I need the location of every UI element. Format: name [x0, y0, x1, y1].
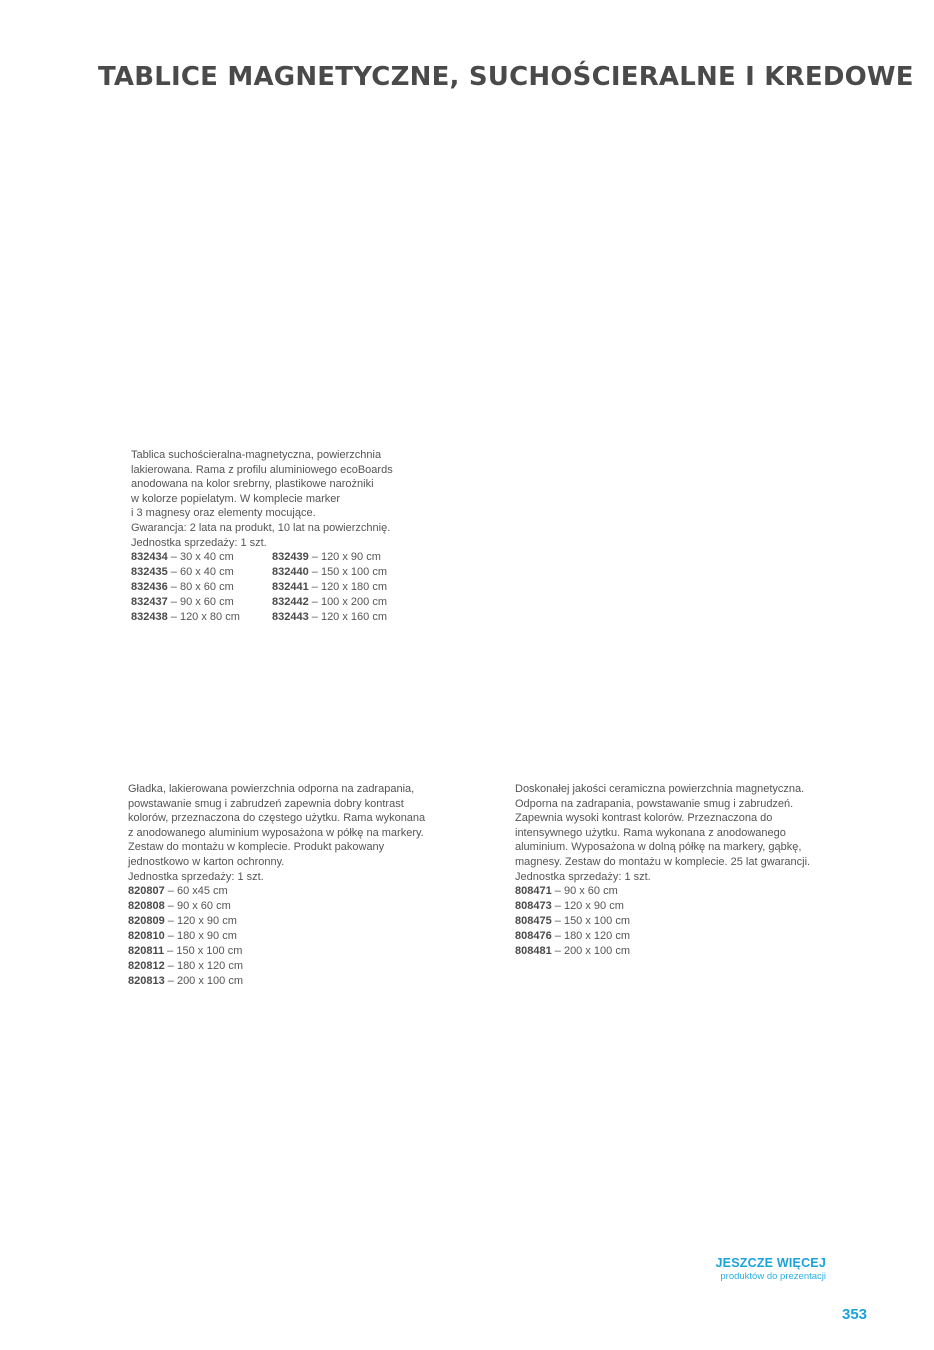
product-code-row: [272, 565, 412, 580]
product-block-ceramic: [515, 782, 835, 959]
product-code-row: [128, 884, 458, 899]
product-code-row: [515, 914, 835, 929]
description-line: z anodowanego aluminium wyposażona w półkę na markery.: [128, 826, 424, 839]
product-code: 820809: [128, 915, 165, 928]
product-code-row: [272, 595, 412, 610]
product-size: – 150 x 100 cm: [551, 915, 630, 928]
description-line: Odporna na zadrapania, powstawanie smug i zabrudzeń.: [515, 797, 794, 810]
product-code: 832442: [272, 596, 309, 609]
description-line: Jednostka sprzedaży: 1 szt.: [515, 870, 651, 883]
product-code-row: [515, 944, 835, 959]
product-code-row: [515, 884, 835, 899]
page-title: TABLICE MAGNETYCZNE, SUCHOŚCIERALNE I KREDOWE: [98, 62, 914, 92]
product-code-row: [128, 974, 458, 989]
product-code-row: [128, 914, 458, 929]
product-size: – 90 x 60 cm: [164, 900, 231, 913]
product-size: – 180 x 120 cm: [164, 960, 243, 973]
product-code-row: [131, 595, 272, 610]
product-code: 820811: [128, 945, 165, 958]
product-code: 820808: [128, 900, 165, 913]
description-line: jednostkowo w karton ochronny.: [128, 855, 285, 868]
product-code-list: [515, 884, 835, 959]
description-line: Jednostka sprzedaży: 1 szt.: [131, 536, 267, 549]
description-line: Tablica suchościeralna-magnetyczna, powierzchnia: [131, 449, 382, 461]
page-number: 353: [842, 1306, 868, 1323]
product-size: – 30 x 40 cm: [167, 551, 234, 564]
product-code: 820812: [128, 960, 165, 973]
product-code: 820807: [128, 885, 165, 898]
product-size: – 120 x 80 cm: [167, 611, 240, 624]
description-line: kolorów, przeznaczona do częstego użytku. Rama wykonana: [128, 812, 426, 825]
product-code: 808481: [515, 945, 552, 958]
product-code-row: [128, 899, 458, 914]
product-code: 832439: [272, 551, 309, 564]
product-code: 820813: [128, 975, 165, 988]
product-code-row: [128, 929, 458, 944]
more-products-link[interactable]: [660, 1256, 826, 1282]
product-size: – 150 x 100 cm: [308, 566, 387, 579]
product-size: – 90 x 60 cm: [551, 885, 618, 898]
more-products-heading: JESZCZE WIĘCEJ: [715, 1256, 826, 1270]
product-code: 832436: [131, 581, 168, 594]
product-code-row: [128, 959, 458, 974]
description-line: powstawanie smug i zabrudzeń zapewnia dobry kontrast: [128, 797, 404, 810]
product-size: – 60 x 40 cm: [167, 566, 234, 579]
product-size: – 180 x 90 cm: [164, 930, 237, 943]
product-code: 832437: [131, 596, 168, 609]
product-size: – 150 x 100 cm: [164, 945, 243, 958]
description-line: Gwarancja: 2 lata na produkt, 10 lat na powierzchnię.: [131, 521, 391, 534]
product-description: [515, 782, 835, 884]
product-block-lacquered: [128, 782, 458, 989]
product-code-row: [515, 929, 835, 944]
product-code: 808473: [515, 900, 552, 913]
product-code-list: [128, 884, 458, 989]
product-code-row: [131, 580, 272, 595]
product-code: 832434: [131, 551, 168, 564]
product-code-row: [272, 610, 412, 625]
product-code-row: [515, 899, 835, 914]
product-description: [131, 448, 421, 550]
product-code-row: [131, 550, 272, 565]
product-description: [128, 782, 458, 884]
description-line: anodowana na kolor srebrny, plastikowe narożniki: [131, 478, 374, 491]
product-code-row: [272, 550, 412, 565]
more-products-subtitle: produktów do prezentacji: [720, 1271, 826, 1282]
description-line: Jednostka sprzedaży: 1 szt.: [128, 870, 264, 883]
product-code: 808471: [515, 885, 552, 898]
product-size: – 120 x 160 cm: [308, 611, 387, 624]
description-line: i 3 magnesy oraz elementy mocujące.: [131, 507, 316, 520]
product-code-list: [131, 550, 421, 625]
product-code: 808476: [515, 930, 552, 943]
product-size: – 120 x 90 cm: [164, 915, 237, 928]
description-line: lakierowana. Rama z profilu aluminiowego ecoBoards: [131, 463, 393, 476]
product-block-ecoboards: [131, 448, 421, 625]
description-line: aluminium. Wyposażona w dolną półkę na markery, gąbkę,: [515, 841, 802, 854]
description-line: w kolorze popielatym. W komplecie marker: [131, 492, 341, 505]
description-line: Zestaw do montażu w komplecie. Produkt pakowany: [128, 841, 385, 854]
product-code: 832441: [272, 581, 309, 594]
product-code: 820810: [128, 930, 165, 943]
product-size: – 200 x 100 cm: [551, 945, 630, 958]
description-line: magnesy. Zestaw do montażu w komplecie. 25 lat gwarancji.: [515, 855, 811, 868]
product-code-row: [131, 565, 272, 580]
product-size: – 120 x 180 cm: [308, 581, 387, 594]
product-code-row: [128, 944, 458, 959]
description-line: Gładka, lakierowana powierzchnia odporna na zadrapania,: [128, 783, 415, 795]
product-size: – 120 x 90 cm: [551, 900, 624, 913]
product-code: 808475: [515, 915, 552, 928]
product-size: – 180 x 120 cm: [551, 930, 630, 943]
product-size: – 100 x 200 cm: [308, 596, 387, 609]
product-code: 832443: [272, 611, 309, 624]
product-size: – 80 x 60 cm: [167, 581, 234, 594]
product-code: 832438: [131, 611, 168, 624]
product-code-row: [272, 580, 412, 595]
description-line: intensywnego użytku. Rama wykonana z anodowanego: [515, 826, 786, 839]
description-line: Zapewnia wysoki kontrast kolorów. Przeznaczona do: [515, 812, 773, 825]
product-code: 832440: [272, 566, 309, 579]
product-code-row: [131, 610, 272, 625]
product-size: – 60 x45 cm: [164, 885, 228, 898]
description-line: Doskonałej jakości ceramiczna powierzchnia magnetyczna.: [515, 783, 805, 795]
product-size: – 200 x 100 cm: [164, 975, 243, 988]
product-size: – 120 x 90 cm: [308, 551, 381, 564]
product-code: 832435: [131, 566, 168, 579]
product-size: – 90 x 60 cm: [167, 596, 234, 609]
